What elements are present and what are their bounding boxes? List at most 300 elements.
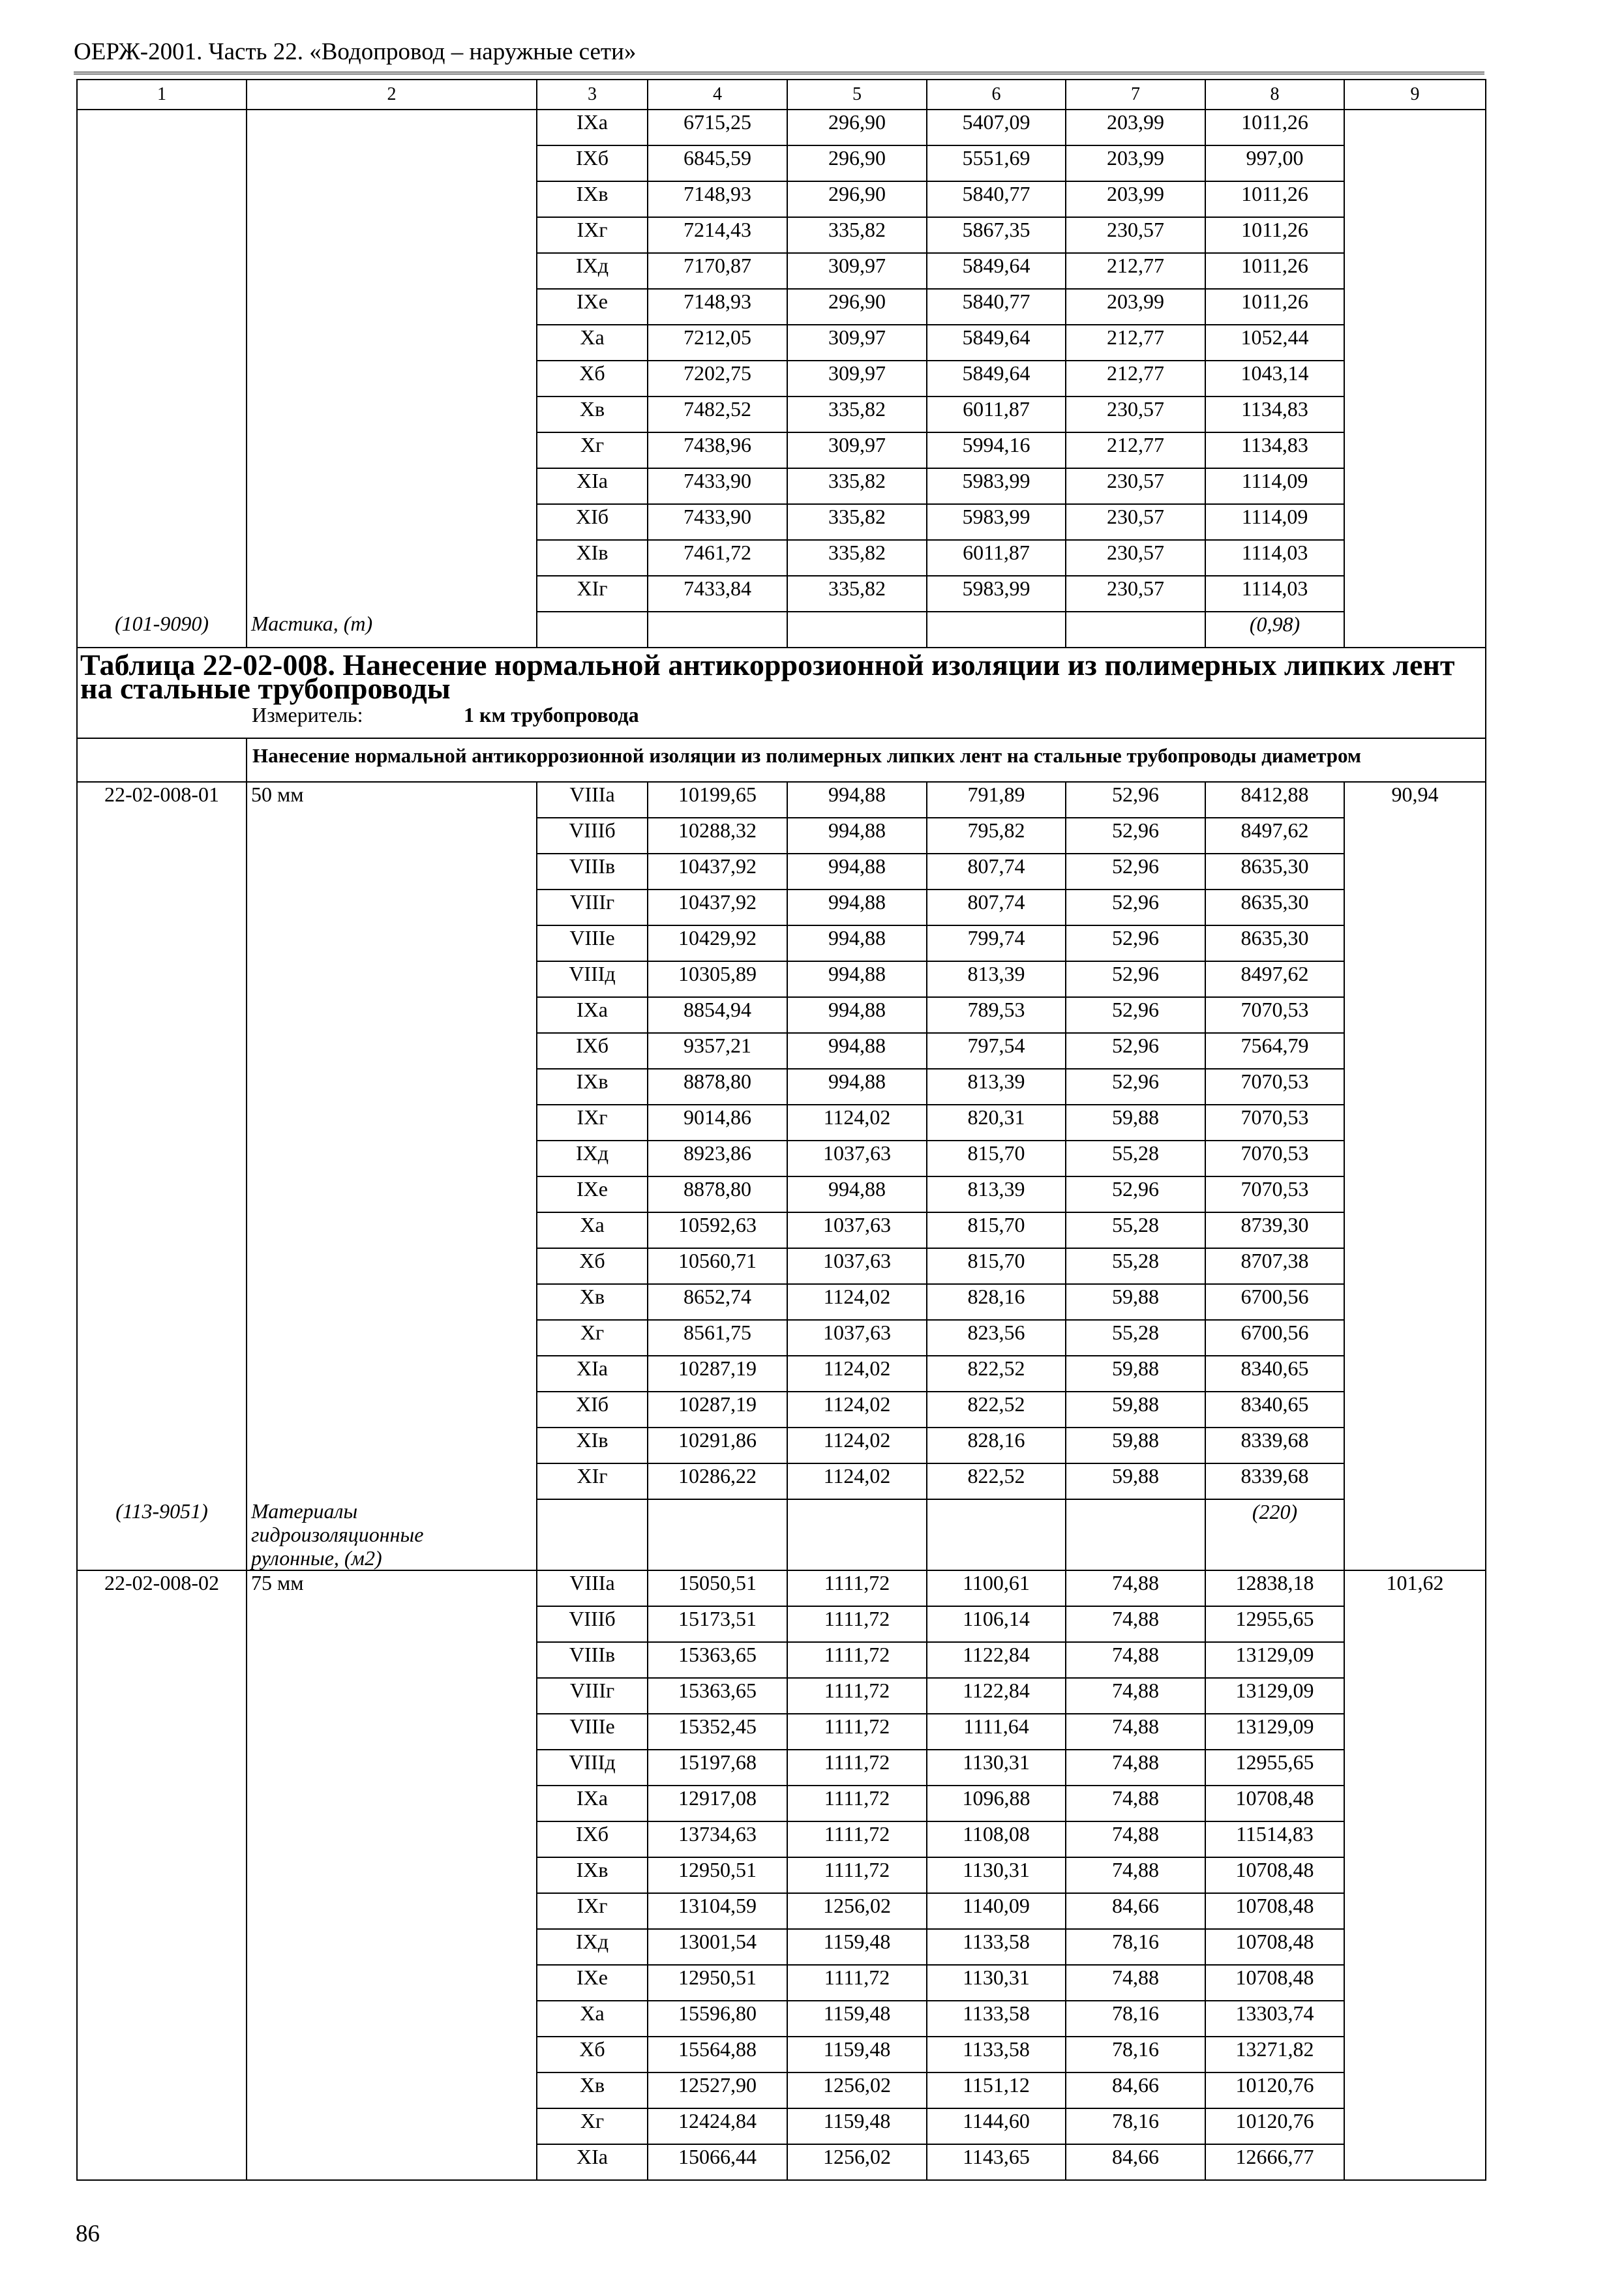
table-row: [77, 1857, 1486, 1893]
value-cell: 7070,53: [1205, 1069, 1344, 1105]
unit-label: Измеритель:: [252, 703, 363, 726]
item-code-cell: [77, 997, 247, 1033]
value-cell: 12955,65: [1205, 1606, 1344, 1642]
value-cell: 1124,02: [787, 1392, 927, 1428]
table-row: [77, 325, 1486, 361]
region-code: Xв: [537, 1284, 648, 1320]
col9-cell: [1344, 997, 1486, 1033]
column-number: 7: [1066, 80, 1205, 110]
value-cell: 7433,84: [648, 576, 787, 612]
material-name-line: Материалы: [251, 1499, 358, 1523]
region-code: IXд: [537, 253, 648, 289]
value-cell: 1140,09: [927, 1893, 1066, 1929]
value-cell: 8652,74: [648, 1284, 787, 1320]
value-cell: 1130,31: [927, 1965, 1066, 2001]
table-row: [77, 818, 1486, 854]
value-cell: 7202,75: [648, 361, 787, 396]
item-name-cell: [247, 1248, 537, 1284]
value-cell: 815,70: [927, 1212, 1066, 1248]
value-cell: 335,82: [787, 504, 927, 540]
item-name-cell: [247, 997, 537, 1033]
col9-cell: [1344, 1105, 1486, 1141]
value-cell: 1037,63: [787, 1320, 927, 1356]
col9-cell: [1344, 361, 1486, 396]
value-cell: 6700,56: [1205, 1284, 1344, 1320]
table-row: [77, 1678, 1486, 1714]
value-cell: 10708,48: [1205, 1893, 1344, 1929]
value-cell: 5840,77: [927, 181, 1066, 217]
table-row: [77, 1893, 1486, 1929]
value-cell: 84,66: [1066, 2144, 1205, 2180]
value-cell: 1130,31: [927, 1750, 1066, 1786]
item-code-cell: [77, 1212, 247, 1248]
value-cell: 15173,51: [648, 1606, 787, 1642]
region-code: IXе: [537, 1176, 648, 1212]
value-cell: 8561,75: [648, 1320, 787, 1356]
value-cell: 12666,77: [1205, 2144, 1344, 2180]
table-row: [77, 110, 1486, 145]
value-cell: 335,82: [787, 468, 927, 504]
value-cell: 13104,59: [648, 1893, 787, 1929]
material-row: [77, 1499, 1486, 1570]
table-title-row: [77, 648, 1486, 703]
col9-cell: [1344, 1141, 1486, 1176]
table-row: [77, 1965, 1486, 2001]
table-row: [77, 576, 1486, 612]
empty-cell: [537, 1499, 648, 1570]
value-cell: 6715,25: [648, 110, 787, 145]
value-cell: 994,88: [787, 854, 927, 890]
table-row: [77, 1463, 1486, 1499]
col9-cell: [1344, 925, 1486, 961]
value-cell: 6700,56: [1205, 1320, 1344, 1356]
value-cell: 10437,92: [648, 890, 787, 925]
item-code-cell: [77, 1750, 247, 1786]
col9-cell: [1344, 1033, 1486, 1069]
item-code-cell: [77, 1786, 247, 1821]
value-cell: 1100,61: [927, 1570, 1066, 1606]
table-row: [77, 1105, 1486, 1141]
item-code-cell: [77, 540, 247, 576]
value-cell: 12527,90: [648, 2072, 787, 2108]
item-name-cell: [247, 1320, 537, 1356]
col9-cell: [1344, 504, 1486, 540]
col9-cell: [1344, 1284, 1486, 1320]
col9-cell: [1344, 1893, 1486, 1929]
value-cell: 10708,48: [1205, 1786, 1344, 1821]
col9-cell: [1344, 890, 1486, 925]
col9-cell: [1344, 2072, 1486, 2108]
empty-cell: [787, 612, 927, 648]
column-number: 6: [927, 80, 1066, 110]
value-cell: 296,90: [787, 110, 927, 145]
value-cell: 823,56: [927, 1320, 1066, 1356]
region-code: VIIIе: [537, 1714, 648, 1750]
item-code-cell: [77, 576, 247, 612]
item-name-cell: [247, 1857, 537, 1893]
col9-cell: [1344, 181, 1486, 217]
value-cell: 7070,53: [1205, 1176, 1344, 1212]
value-cell: 994,88: [787, 1176, 927, 1212]
value-cell: 1114,09: [1205, 468, 1344, 504]
value-cell: 335,82: [787, 576, 927, 612]
value-cell: 296,90: [787, 145, 927, 181]
value-cell: 74,88: [1066, 1642, 1205, 1678]
col9-cell: [1344, 289, 1486, 325]
value-cell: 1111,72: [787, 1750, 927, 1786]
col9-cell: [1344, 325, 1486, 361]
table-row: [77, 1212, 1486, 1248]
item-code-cell: [77, 253, 247, 289]
column-number: 8: [1205, 80, 1344, 110]
item-name-cell: [247, 1786, 537, 1821]
item-name-cell: [247, 1642, 537, 1678]
page-number: 86: [76, 2221, 100, 2247]
value-cell: 59,88: [1066, 1428, 1205, 1463]
value-cell: 78,16: [1066, 2108, 1205, 2144]
value-cell: 12424,84: [648, 2108, 787, 2144]
value-cell: 8707,38: [1205, 1248, 1344, 1284]
value-cell: 15363,65: [648, 1678, 787, 1714]
value-cell: 1133,58: [927, 2001, 1066, 2037]
header-rule: [74, 72, 1484, 76]
value-cell: 84,66: [1066, 1893, 1205, 1929]
region-code: VIIIв: [537, 854, 648, 890]
value-cell: 797,54: [927, 1033, 1066, 1069]
value-cell: 7461,72: [648, 540, 787, 576]
col9-cell: 90,94: [1344, 782, 1486, 818]
empty-cell: [927, 612, 1066, 648]
value-cell: 212,77: [1066, 432, 1205, 468]
table-row: [77, 1428, 1486, 1463]
value-cell: 74,88: [1066, 1965, 1205, 2001]
value-cell: 7214,43: [648, 217, 787, 253]
value-cell: 212,77: [1066, 325, 1205, 361]
value-cell: 74,88: [1066, 1750, 1205, 1786]
item-code-cell: [77, 396, 247, 432]
region-code: XIа: [537, 1356, 648, 1392]
material-name: [247, 1499, 537, 1570]
value-cell: 1159,48: [787, 2037, 927, 2072]
table-row: [77, 1176, 1486, 1212]
value-cell: 1111,72: [787, 1965, 927, 2001]
value-cell: 822,52: [927, 1356, 1066, 1392]
value-cell: 1108,08: [927, 1821, 1066, 1857]
table-row: [77, 2072, 1486, 2108]
value-cell: 335,82: [787, 396, 927, 432]
value-cell: 52,96: [1066, 782, 1205, 818]
value-cell: 13001,54: [648, 1929, 787, 1965]
value-cell: 1144,60: [927, 2108, 1066, 2144]
table-row: [77, 1750, 1486, 1786]
item-name-cell: [247, 1105, 537, 1141]
table-row: [77, 1642, 1486, 1678]
value-cell: 78,16: [1066, 1929, 1205, 1965]
value-cell: 74,88: [1066, 1714, 1205, 1750]
value-cell: 1011,26: [1205, 253, 1344, 289]
value-cell: 807,74: [927, 854, 1066, 890]
region-code: XIв: [537, 540, 648, 576]
table-row: [77, 1033, 1486, 1069]
column-number: 9: [1344, 80, 1486, 110]
item-name-cell: [247, 2001, 537, 2037]
item-name-cell: [247, 1356, 537, 1392]
region-code: XIа: [537, 2144, 648, 2180]
region-code: VIIIг: [537, 890, 648, 925]
region-code: VIIIа: [537, 1570, 648, 1606]
value-cell: 5849,64: [927, 325, 1066, 361]
table-row: [77, 1570, 1486, 1606]
value-cell: 74,88: [1066, 1606, 1205, 1642]
value-cell: 10199,65: [648, 782, 787, 818]
value-cell: 1124,02: [787, 1105, 927, 1141]
material-name-line: рулонные, (м2): [251, 1546, 382, 1570]
item-name-cell: [247, 1212, 537, 1248]
value-cell: 8497,62: [1205, 818, 1344, 854]
item-name-cell: [247, 1033, 537, 1069]
table-row: [77, 540, 1486, 576]
value-cell: 10305,89: [648, 961, 787, 997]
item-code-cell: [77, 1248, 247, 1284]
item-name-cell: [247, 925, 537, 961]
region-code: VIIIб: [537, 1606, 648, 1642]
table-row: [77, 396, 1486, 432]
col9-cell: [1344, 1857, 1486, 1893]
table-row: [77, 961, 1486, 997]
value-cell: 5867,35: [927, 217, 1066, 253]
value-cell: 203,99: [1066, 145, 1205, 181]
region-code: Xа: [537, 1212, 648, 1248]
item-code-cell: [77, 1606, 247, 1642]
item-code-cell: [77, 1642, 247, 1678]
empty-cell: [1066, 612, 1205, 648]
item-name-cell: [247, 2037, 537, 2072]
table-row: [77, 2037, 1486, 2072]
section-title-row: [77, 738, 1486, 782]
region-code: Xг: [537, 432, 648, 468]
unit-value: 1 км трубопровода: [464, 703, 639, 726]
value-cell: 1111,72: [787, 1821, 927, 1857]
value-cell: 8635,30: [1205, 854, 1344, 890]
item-name-cell: [247, 432, 537, 468]
value-cell: 10287,19: [648, 1392, 787, 1428]
value-cell: 789,53: [927, 997, 1066, 1033]
material-name: Мастика, (т): [247, 612, 537, 648]
region-code: Xг: [537, 2108, 648, 2144]
item-code-cell: [77, 961, 247, 997]
value-cell: 5983,99: [927, 504, 1066, 540]
region-code: IXв: [537, 181, 648, 217]
table-row: [77, 181, 1486, 217]
table-row: [77, 890, 1486, 925]
item-name-cell: [247, 181, 537, 217]
item-name-cell: 75 мм: [247, 1570, 537, 1606]
col9-cell: [1344, 1750, 1486, 1786]
value-cell: 5983,99: [927, 576, 1066, 612]
value-cell: 74,88: [1066, 1821, 1205, 1857]
col9-cell: [1344, 2144, 1486, 2180]
table-row: [77, 1714, 1486, 1750]
value-cell: 52,96: [1066, 1033, 1205, 1069]
item-code-cell: 22-02-008-02: [77, 1570, 247, 1606]
value-cell: 1037,63: [787, 1141, 927, 1176]
value-cell: 309,97: [787, 325, 927, 361]
value-cell: 1114,09: [1205, 504, 1344, 540]
col9-cell: [1344, 217, 1486, 253]
region-code: VIIIб: [537, 818, 648, 854]
item-name-cell: [247, 1678, 537, 1714]
value-cell: 1106,14: [927, 1606, 1066, 1642]
value-cell: 7070,53: [1205, 1141, 1344, 1176]
value-cell: 52,96: [1066, 890, 1205, 925]
value-cell: 8854,94: [648, 997, 787, 1033]
value-cell: 5994,16: [927, 432, 1066, 468]
value-cell: 10429,92: [648, 925, 787, 961]
item-name-cell: [247, 1965, 537, 2001]
value-cell: 15564,88: [648, 2037, 787, 2072]
value-cell: 1151,12: [927, 2072, 1066, 2108]
region-code: Xб: [537, 2037, 648, 2072]
region-code: IXб: [537, 1033, 648, 1069]
region-code: IXв: [537, 1069, 648, 1105]
value-cell: 5551,69: [927, 145, 1066, 181]
value-cell: 8339,68: [1205, 1428, 1344, 1463]
value-cell: 15066,44: [648, 2144, 787, 2180]
material-name-line: гидроизоляционные: [251, 1523, 424, 1546]
item-name-cell: [247, 1069, 537, 1105]
value-cell: 5849,64: [927, 253, 1066, 289]
value-cell: 309,97: [787, 432, 927, 468]
region-code: IXд: [537, 1929, 648, 1965]
empty-cell: [537, 612, 648, 648]
region-code: IXг: [537, 1105, 648, 1141]
item-name-cell: [247, 1284, 537, 1320]
table-row: [77, 468, 1486, 504]
value-cell: 10708,48: [1205, 1857, 1344, 1893]
value-cell: 7433,90: [648, 504, 787, 540]
value-cell: 230,57: [1066, 217, 1205, 253]
region-code: IXа: [537, 1786, 648, 1821]
value-cell: 84,66: [1066, 2072, 1205, 2108]
col9-cell: [1344, 2108, 1486, 2144]
value-cell: 52,96: [1066, 925, 1205, 961]
value-cell: 1133,58: [927, 1929, 1066, 1965]
item-name-cell: [247, 818, 537, 854]
item-name-cell: [247, 1893, 537, 1929]
item-name-cell: [247, 890, 537, 925]
page-header-title: ОЕРЖ-2001. Часть 22. «Водопровод – наружные сети»: [74, 38, 637, 65]
col9-cell: [1344, 1392, 1486, 1428]
col9-cell: [1344, 1786, 1486, 1821]
col9-cell: [1344, 110, 1486, 145]
value-cell: 1111,72: [787, 1857, 927, 1893]
region-code: Xа: [537, 2001, 648, 2037]
region-code: IXе: [537, 1965, 648, 2001]
item-name-cell: [247, 1929, 537, 1965]
value-cell: 813,39: [927, 1069, 1066, 1105]
value-cell: 8340,65: [1205, 1356, 1344, 1392]
item-code-cell: [77, 361, 247, 396]
value-cell: 11514,83: [1205, 1821, 1344, 1857]
col9-cell: [1344, 576, 1486, 612]
value-cell: 8878,80: [648, 1069, 787, 1105]
value-cell: 1143,65: [927, 2144, 1066, 2180]
item-name-cell: [247, 1463, 537, 1499]
col9-cell: [1344, 1606, 1486, 1642]
value-cell: 1130,31: [927, 1857, 1066, 1893]
item-code-cell: [77, 1821, 247, 1857]
item-name-cell: [247, 1714, 537, 1750]
item-code-cell: [77, 1965, 247, 2001]
item-name-cell: [247, 145, 537, 181]
col9-cell: [1344, 432, 1486, 468]
item-name-cell: [247, 2072, 537, 2108]
value-cell: 994,88: [787, 1069, 927, 1105]
value-cell: 6845,59: [648, 145, 787, 181]
item-name-cell: [247, 576, 537, 612]
value-cell: 8497,62: [1205, 961, 1344, 997]
item-code-cell: [77, 1284, 247, 1320]
value-cell: 296,90: [787, 181, 927, 217]
value-cell: 78,16: [1066, 2037, 1205, 2072]
value-cell: 1124,02: [787, 1428, 927, 1463]
value-cell: 7433,90: [648, 468, 787, 504]
value-cell: 1124,02: [787, 1284, 927, 1320]
item-code-cell: [77, 1463, 247, 1499]
value-cell: 7148,93: [648, 289, 787, 325]
table-row: [77, 1284, 1486, 1320]
value-cell: 994,88: [787, 1033, 927, 1069]
value-cell: 813,39: [927, 1176, 1066, 1212]
value-cell: 822,52: [927, 1463, 1066, 1499]
item-code-cell: [77, 289, 247, 325]
table-row: [77, 854, 1486, 890]
value-cell: 1114,03: [1205, 576, 1344, 612]
col9-cell: [1344, 1463, 1486, 1499]
table-row: [77, 253, 1486, 289]
item-name-cell: [247, 961, 537, 997]
value-cell: 5849,64: [927, 361, 1066, 396]
col9-cell: [1344, 396, 1486, 432]
value-cell: 1011,26: [1205, 110, 1344, 145]
value-cell: 8339,68: [1205, 1463, 1344, 1499]
value-cell: 1256,02: [787, 1893, 927, 1929]
value-cell: 55,28: [1066, 1141, 1205, 1176]
region-code: IXе: [537, 289, 648, 325]
value-cell: 1096,88: [927, 1786, 1066, 1821]
table-title: Таблица 22-02-008. Нанесение нормальной антикоррозионной изоляции из полимерных липких лент на стальные трубопроводы: [77, 648, 1486, 703]
value-cell: 997,00: [1205, 145, 1344, 181]
table-row: [77, 289, 1486, 325]
region-code: VIIIд: [537, 961, 648, 997]
value-cell: 7070,53: [1205, 997, 1344, 1033]
value-cell: 52,96: [1066, 997, 1205, 1033]
region-code: XIв: [537, 1428, 648, 1463]
item-code-cell: [77, 1893, 247, 1929]
item-code-cell: [77, 1176, 247, 1212]
value-cell: 1011,26: [1205, 217, 1344, 253]
table-row: [77, 1606, 1486, 1642]
col9-cell: [1344, 1248, 1486, 1284]
value-cell: 230,57: [1066, 576, 1205, 612]
col9-cell: [1344, 1678, 1486, 1714]
value-cell: 8412,88: [1205, 782, 1344, 818]
value-cell: 1111,72: [787, 1714, 927, 1750]
value-cell: 7070,53: [1205, 1105, 1344, 1141]
value-cell: 10286,22: [648, 1463, 787, 1499]
value-cell: 52,96: [1066, 818, 1205, 854]
region-code: Xа: [537, 325, 648, 361]
